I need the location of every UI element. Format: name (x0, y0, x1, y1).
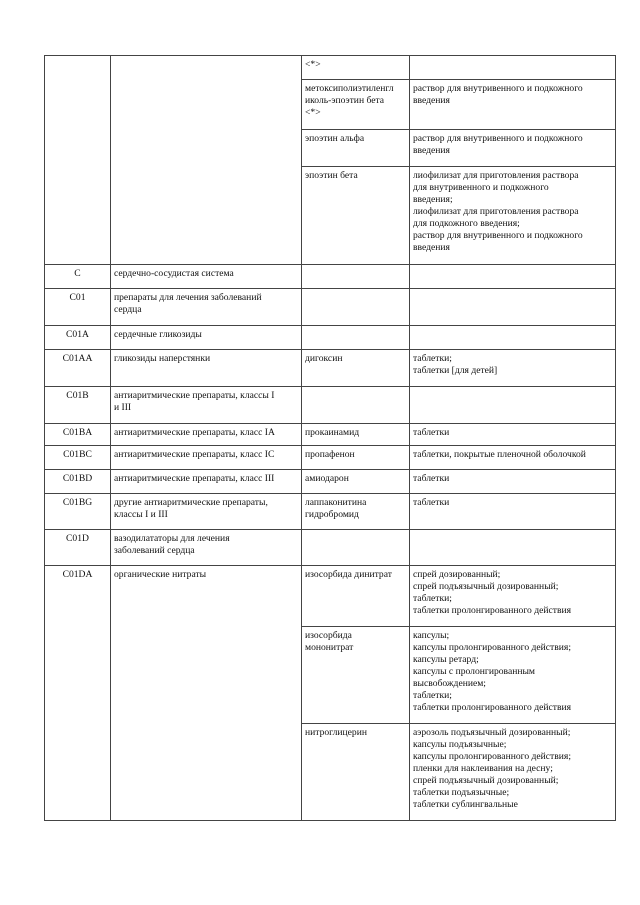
drug-name-cell: лаппаконитина гидробромид (302, 494, 410, 530)
atc-code-cell: C01DA (45, 566, 111, 821)
atc-group-cell: органические нитраты (111, 566, 302, 821)
atc-code-cell: C (45, 265, 111, 289)
atc-code-cell: C01BA (45, 424, 111, 446)
table-row (45, 530, 616, 566)
atc-group-cell: сердечные гликозиды (111, 326, 302, 350)
atc-code-cell: C01D (45, 530, 111, 566)
dosage-form-cell: аэрозоль подъязычный дозированный; капсулы подъязычные; капсулы пролонгированного действия; пленки для наклеивания на десну; спрей подъязычный дозированный; таблетки подъязычные; таблетки сублингвальные (410, 724, 616, 821)
atc-group-cell: другие антиаритмические препараты, классы I и III (111, 494, 302, 530)
drug-name-cell (302, 265, 410, 289)
drug-name-cell: прокаинамид (302, 424, 410, 446)
dosage-form-cell (410, 387, 616, 424)
table-row (45, 566, 616, 627)
atc-group-cell: вазодилататоры для лечения заболеваний сердца (111, 530, 302, 566)
table-row (45, 289, 616, 326)
drug-name-cell: пропафенон (302, 446, 410, 470)
atc-code-cell: C01AA (45, 350, 111, 387)
dosage-form-cell (410, 289, 616, 326)
dosage-form-cell (410, 326, 616, 350)
atc-code-cell: C01BG (45, 494, 111, 530)
drug-name-cell: изосорбида мононитрат (302, 627, 410, 724)
table-row (45, 387, 616, 424)
dosage-form-cell: лиофилизат для приготовления раствора для внутривенного и подкожного введения; лиофилизат для приготовления раствора для подкожного введения; раствор для внутривенного и подкожного введения (410, 167, 616, 265)
dosage-form-cell: таблетки; таблетки [для детей] (410, 350, 616, 387)
dosage-form-cell (410, 265, 616, 289)
atc-group-cell: антиаритмические препараты, класс IC (111, 446, 302, 470)
table-row (45, 424, 616, 446)
atc-group-cell: антиаритмические препараты, класс IA (111, 424, 302, 446)
atc-code-cell: C01BC (45, 446, 111, 470)
table-row (45, 326, 616, 350)
drug-table (44, 55, 616, 821)
table-row (45, 446, 616, 470)
drug-name-cell: эпоэтин бета (302, 167, 410, 265)
atc-code-cell: C01 (45, 289, 111, 326)
atc-group-cell: гликозиды наперстянки (111, 350, 302, 387)
table-row (45, 265, 616, 289)
drug-name-cell: амиодарон (302, 470, 410, 494)
atc-group-cell: антиаритмические препараты, классы I и III (111, 387, 302, 424)
dosage-form-cell: раствор для внутривенного и подкожного введения (410, 130, 616, 167)
drug-name-cell: <*> (302, 56, 410, 80)
dosage-form-cell (410, 530, 616, 566)
drug-name-cell: изосорбида динитрат (302, 566, 410, 627)
table-row (45, 56, 616, 80)
atc-group-cell: сердечно-сосудистая система (111, 265, 302, 289)
dosage-form-cell (410, 56, 616, 80)
table-row (45, 470, 616, 494)
atc-code-cell: C01A (45, 326, 111, 350)
dosage-form-cell: таблетки (410, 424, 616, 446)
atc-code-cell: C01B (45, 387, 111, 424)
drug-name-cell: метоксиполиэтиленгл иколь-эпоэтин бета <*> (302, 80, 410, 130)
dosage-form-cell: раствор для внутривенного и подкожного введения (410, 80, 616, 130)
dosage-form-cell: капсулы; капсулы пролонгированного действия; капсулы ретард; капсулы с пролонгированным высвобождением; таблетки; таблетки пролонгированного действия (410, 627, 616, 724)
drug-name-cell (302, 387, 410, 424)
drug-name-cell: нитроглицерин (302, 724, 410, 821)
drug-name-cell (302, 326, 410, 350)
drug-name-cell: эпоэтин альфа (302, 130, 410, 167)
drug-name-cell: дигоксин (302, 350, 410, 387)
dosage-form-cell: спрей дозированный; спрей подъязычный дозированный; таблетки; таблетки пролонгированного действия (410, 566, 616, 627)
dosage-form-cell: таблетки (410, 494, 616, 530)
table-row (45, 350, 616, 387)
drug-name-cell (302, 530, 410, 566)
drug-name-cell (302, 289, 410, 326)
atc-group-cell: антиаритмические препараты, класс III (111, 470, 302, 494)
dosage-form-cell: таблетки (410, 470, 616, 494)
atc-group-cell (111, 56, 302, 265)
dosage-form-cell: таблетки, покрытые пленочной оболочкой (410, 446, 616, 470)
atc-code-cell: C01BD (45, 470, 111, 494)
atc-code-cell (45, 56, 111, 265)
table-row (45, 494, 616, 530)
atc-group-cell: препараты для лечения заболеваний сердца (111, 289, 302, 326)
